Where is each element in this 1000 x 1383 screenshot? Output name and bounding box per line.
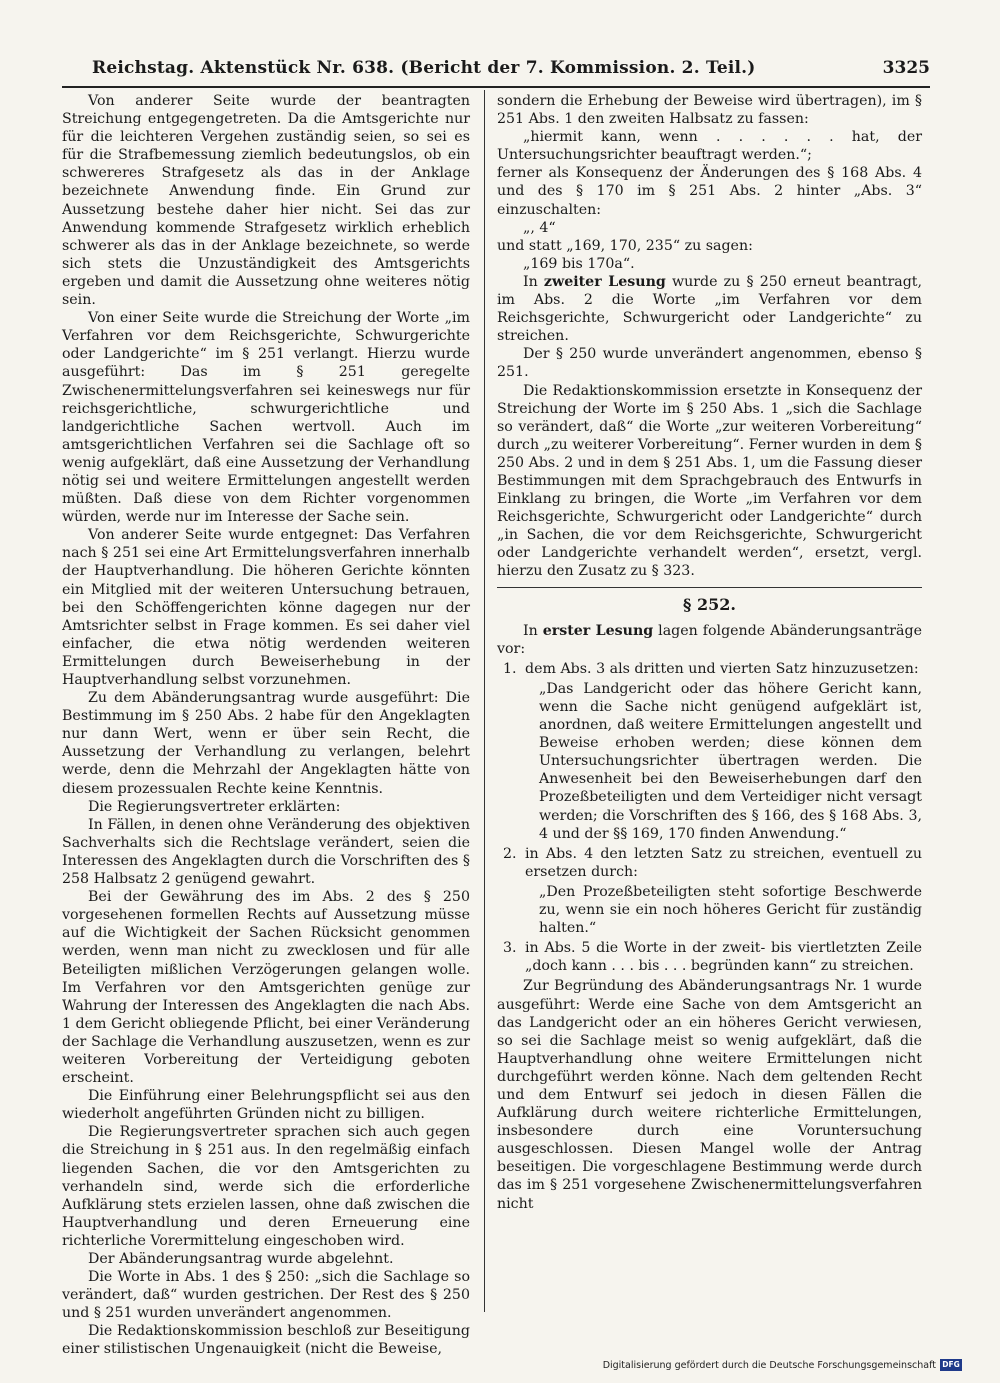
section-rule <box>497 587 922 588</box>
header-title: Reichstag. Aktenstück Nr. 638. (Bericht der 7. Kommission. 2. Teil.) <box>92 58 756 78</box>
emphasis-first-reading: erster Lesung <box>542 622 654 639</box>
list-item <box>521 939 922 975</box>
footer-text: Digitalisierung gefördert durch die Deutsche Forschungsgemeinschaft <box>602 1359 936 1371</box>
paragraph: Die Regierungsvertreter erklärten: <box>88 798 341 815</box>
column-divider <box>484 90 485 1312</box>
quotation: „hiermit kann, wenn . . . . . . hat, der Untersuchungsrichter beauftragt werden.“; <box>497 129 922 164</box>
text-run: In <box>523 273 544 290</box>
paragraph: Zu dem Abänderungsantrag wurde ausgeführt: Die Bestimmung im § 250 Abs. 2 habe für den Angeklagten nur dann Wert, wenn er über sein Recht, die Aussetzung der Verhandlung zu verlangen, belehrt werde, denn die Mehrzahl der Angeklagten hätte von diesem prozessualen Rechte keine Kenntnis. <box>62 690 470 797</box>
list-item <box>521 660 922 843</box>
text-run: wurde zu § 250 erneut beantragt, im Abs. 2 die Worte „im Verfahren vor dem Reichsgerichte, Schwurgericht oder Landgerichte“ zu streichen. <box>497 273 922 345</box>
paragraph: Von anderer Seite wurde entgegnet: Das Verfahren nach § 251 sei eine Art Ermittelungsverfahren innerhalb der Hauptverhandlung. Die höheren Gerichte könnten ein Mitglied mit der weiteren Untersuchung betrauen, bei den Schöffengerichten könne dagegen nur der Amtsrichter selbst in Frage kommen. Es sei daher viel einfacher, die etwa nötig werdenden weiteren Ermittelungen durch Beweiserhebung in der Hauptverhandlung selbst vorzunehmen. <box>62 527 470 688</box>
list-item <box>521 845 922 937</box>
amendment-text: in Abs. 5 die Worte in der zweit- bis viertletzten Zeile „doch kann . . . bis . . . begründen kann“ zu streichen. <box>525 940 922 975</box>
running-header <box>92 58 930 84</box>
amendment-list <box>497 660 922 976</box>
paragraph: sondern die Erhebung der Beweise wird übertragen), im § 251 Abs. 1 den zweiten Halbsatz zu fassen: <box>497 93 922 128</box>
page-number: 3325 <box>882 58 930 78</box>
paragraph: Von einer Seite wurde die Streichung der Worte „im Verfahren vor dem Reichsgerichte, Schwurgerichte oder Landgerichte“ im § 251 verlangt. Hierzu wurde ausgeführt: Das im § 251 geregelte Zwischenermittelungsverfahren sei keineswegs nur für reichsgerichtliche, schwurgerichtliche und landgerichtliche Sachen wertvoll. Auch im amtsgerichtlichen Verfahren sei die Sachlage oft so wenig aufgeklärt, daß eine Aussetzung der Verhandlung nötig sei und weitere Ermittelungen angestellt werden müßten. Daß diese von dem Richter vorgenommen würden, werde nur im Interesse der Sache sein. <box>62 310 470 526</box>
paragraph: Die Worte in Abs. 1 des § 250: „sich die Sachlage so verändert, daß“ wurden gestrichen. Der Rest des § 250 und § 251 wurden unverändert angenommen. <box>62 1269 470 1322</box>
paragraph: Zur Begründung des Abänderungsantrags Nr. 1 wurde ausgeführt: Werde eine Sache von dem Amtsgericht an das Landgericht oder an ein höheres Gericht verwiesen, so sei die Sachlage meist so wenig aufgeklärt, daß die Hauptverhandlung ohne weitere Ermittelungen nicht durchgeführt werden könne. Nach dem geltenden Recht und dem Entwurf sei jedoch in diesen Fällen die Aufklärung durch weitere richterliche Ermittelungen, insbesondere durch eine Voruntersuchung ausgeschlossen. Diesen Mangel wolle der Antrag beseitigen. Die vorgeschlagene Bestimmung werde durch das im § 251 vorgesehene Zwischenermittelungsverfahren nicht <box>497 978 922 1212</box>
paragraph <box>497 273 922 345</box>
paragraph: Die Redaktionskommission ersetzte in Konsequenz der Streichung der Worte im § 250 Abs. 1 „sich die Sachlage so verändert, daß“ die Worte „zur weiteren Vorbereitung“ durch „zu weiterer Vorbereitung“. Ferner wurden in dem § 250 Abs. 2 und in dem § 251 Abs. 1, um die Fassung dieser Bestimmungen mit dem Sprachgebrauch des Entwurfs in Einklang zu bringen, die Worte „im Verfahren vor dem Reichsgerichte, Schwurgericht oder Landgerichte“ durch „in Sachen, die vor dem Reichsgerichte, Schwurgericht oder Landgerichte verhandelt werden“, ersetzt, vergl. hierzu den Zusatz zu § 323. <box>497 382 922 580</box>
paragraph: Die Regierungsvertreter sprachen sich auch gegen die Streichung in § 251 aus. In den regelmäßig einfach liegenden Sachen, die vor den Amtsgerichten zu verhandeln sind, werde sich die erforderliche Aufklärung stets erzielen lassen, ohne daß zwischen die Hauptverhandlung und deren Erneuerung eine richterliche Vorermittelung eingeschoben wird. <box>62 1124 470 1249</box>
paragraph: ferner als Konsequenz der Änderungen des § 168 Abs. 4 und des § 170 im § 251 Abs. 2 hinter „Abs. 3“ einzuschalten: <box>497 165 922 218</box>
text-run: In <box>523 622 543 639</box>
insertion-text: „169 bis 170a“. <box>523 255 635 272</box>
footer-notice <box>603 1359 962 1371</box>
amendment-text: in Abs. 4 den letzten Satz zu streichen, eventuell zu ersetzen durch: <box>525 845 922 880</box>
paragraph: Der Abänderungsantrag wurde abgelehnt. <box>88 1251 394 1267</box>
paragraph: Der § 250 wurde unverändert angenommen, ebenso § 251. <box>497 346 922 381</box>
emphasis-second-reading: zweiter Lesung <box>543 273 666 290</box>
amendment-citation: „Das Landgericht oder das höhere Gericht kann, wenn die Sache nicht genügend aufgeklärt ist, anordnen, daß weitere Ermittelungen angestellt und Beweise erhoben werden; diese können dem Untersuchungsrichter übertragen werden. Die Anwesenheit bei den Beweiserhebungen darf den Prozeßbeteiligten und dem Verteidiger nicht versagt werden; die Vorschriften des § 166, des § 168 Abs. 3, 4 und der §§ 169, 170 finden Anwendung.“ <box>539 680 922 842</box>
right-column <box>497 92 922 1213</box>
paragraph: und statt „169, 170, 235“ zu sagen: <box>497 237 753 254</box>
paragraph <box>497 622 922 658</box>
paragraph: Die Einführung einer Belehrungspflicht sei aus den wiederholt angeführten Gründen nicht zu billigen. <box>62 1088 470 1123</box>
amendment-text: dem Abs. 3 als dritten und vierten Satz hinzuzusetzen: <box>525 660 919 677</box>
insertion-text: „, 4“ <box>523 219 556 236</box>
section-heading: § 252. <box>683 594 736 614</box>
left-column <box>62 92 470 1359</box>
text-run: lagen folgende Abänderungsanträge vor: <box>497 622 922 657</box>
amendment-citation: „Den Prozeßbeteiligten steht sofortige Beschwerde zu, wenn sie ein noch höheres Gericht für zuständig halten.“ <box>539 883 922 937</box>
paragraph: In Fällen, in denen ohne Veränderung des objektiven Sachverhalts sich die Rechtslage verändert, seien die Interessen des Angeklagten durch die Vorschriften des § 258 Halbsatz 2 genügend gewahrt. <box>62 816 470 888</box>
paragraph: Bei der Gewährung des im Abs. 2 des § 250 vorgesehenen formellen Rechts auf Aussetzung müsse auf die Wichtigkeit der Sachen Rücksicht genommen werden, wenn man nicht zu zwecklosen und für alle Beteiligten mißlichen Verzögerungen gelangen wolle. Im Verfahren vor den Amtsgerichten genüge zur Wahrung der Interessen des Angeklagten die nach Abs. 1 dem Gericht obliegende Pflicht, bei einer Veränderung der Sachlage die Verhandlung auszusetzen, wenn es zur weiteren Vorbereitung der Verteidigung geboten erscheint. <box>62 889 470 1087</box>
paragraph: Von anderer Seite wurde der beantragten Streichung entgegengetreten. Da die Amtsgerichte nur für die leichteren Vergehen zuständig seien, so sei es für die Strafbemessung ziemlich bedeutungslos, ob ein schwereres Strafgesetz als das in der Anklage bezeichnete Anwendung finde. Ein Grund zur Aussetzung bestehe daher hier nicht. Sei das zur Anwendung kommende Strafgesetz wirklich erheblich schwerer als das in der Anklage bezeichnete, so werde sich stets die Unzuständigkeit des Amtsgerichts ergeben und damit die Aussetzung ohne weiteres nötig sein. <box>62 93 470 309</box>
header-rule <box>62 86 930 88</box>
dfg-logo-icon: DFG <box>940 1359 962 1371</box>
paragraph: Die Redaktionskommission beschloß zur Beseitigung einer stilistischen Ungenauigkeit (nicht die Beweise, <box>62 1323 470 1358</box>
